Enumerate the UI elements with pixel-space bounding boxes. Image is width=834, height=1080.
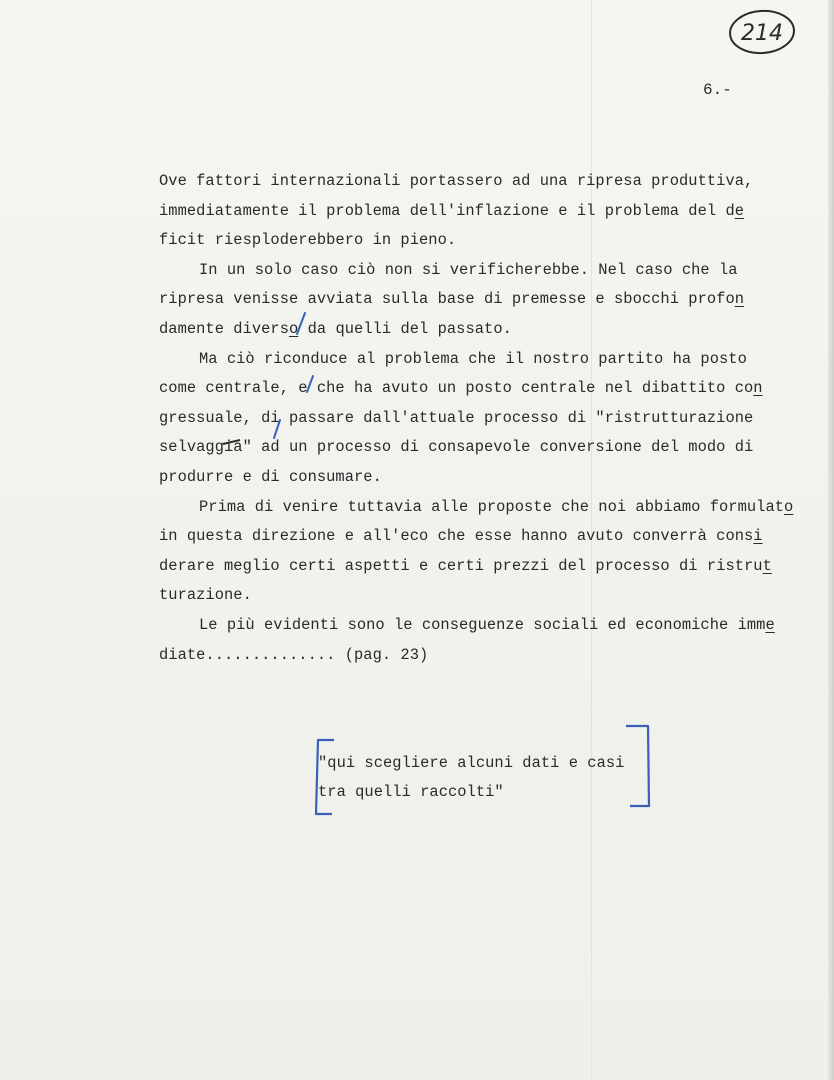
text-segment: Ove fattori internazionali portassero ad una ripresa produttiva, [159,172,754,190]
text-line [159,581,821,611]
underlined-hyphen-fragment: t [762,556,772,575]
text-segment: Le più evidenti sono le conseguenze sociali ed economiche imm [199,615,766,634]
text-line [159,197,821,227]
text-line [159,552,821,582]
text-line [159,226,821,256]
boxed-note [318,749,648,807]
circle-stamp-icon [728,8,796,56]
underlined-hyphen-fragment: e [765,615,775,634]
text-line [159,285,821,315]
text-segment: come centrale, e che ha avuto un posto centrale nel dibattito co [159,379,754,398]
document-body [159,167,821,670]
text-line [159,493,821,523]
text-line [159,404,821,434]
text-segment: ficit riesploderebbero in pieno. [159,231,457,250]
underlined-hyphen-fragment: e [734,201,745,220]
underlined-hyphen-fragment: o [289,319,299,338]
text-segment: Ma ciò riconduce al problema che il nostro partito ha posto [199,349,747,368]
text-line [159,463,821,493]
text-line [159,315,821,345]
boxed-note-line: tra quelli raccolti" [318,783,504,801]
text-line [159,433,821,463]
text-segment: diate.............. (pag. 23) [159,645,429,664]
text-line [159,522,821,552]
underlined-hyphen-fragment: o [784,497,794,516]
text-segment: immediatamente il problema dell'inflazione e il problema del d [159,201,735,220]
text-segment: turazione. [159,586,252,605]
stamp-number: 214 [741,21,783,46]
text-line [159,641,821,671]
text-line [159,374,821,404]
text-segment: gressuale, di passare dall'attuale processo di "ristrutturazione [159,408,754,427]
text-segment: ripresa venisse avviata sulla base di premesse e sbocchi profo [159,290,735,309]
handwritten-page-stamp [728,8,796,56]
text-line [159,611,821,641]
page-number: 6.- [703,81,732,99]
text-segment: Prima di venire tuttavia alle proposte che noi abbiamo formulat [199,497,785,516]
underlined-hyphen-fragment: n [753,379,763,398]
text-segment: selvaggia" ad un processo di consapevole conversione del modo di [159,438,754,457]
text-line [159,256,821,286]
text-line [159,167,821,197]
boxed-note-line: "qui scegliere alcuni dati e casi [318,754,625,772]
page-edge-shadow [828,0,834,1080]
underlined-hyphen-fragment: i [753,527,763,546]
text-line [159,345,821,375]
text-segment: In un solo caso ciò non si verificherebbe. Nel caso che la [199,260,738,279]
text-segment: damente divers [159,319,290,338]
underlined-hyphen-fragment: n [734,290,745,309]
text-segment: da quelli del passato. [298,319,512,338]
text-segment: in questa direzione e all'eco che esse hanno avuto converrà cons [159,527,754,546]
text-segment: produrre e di consumare. [159,467,382,486]
text-segment: derare meglio certi aspetti e certi prezzi del processo di ristru [159,556,763,575]
